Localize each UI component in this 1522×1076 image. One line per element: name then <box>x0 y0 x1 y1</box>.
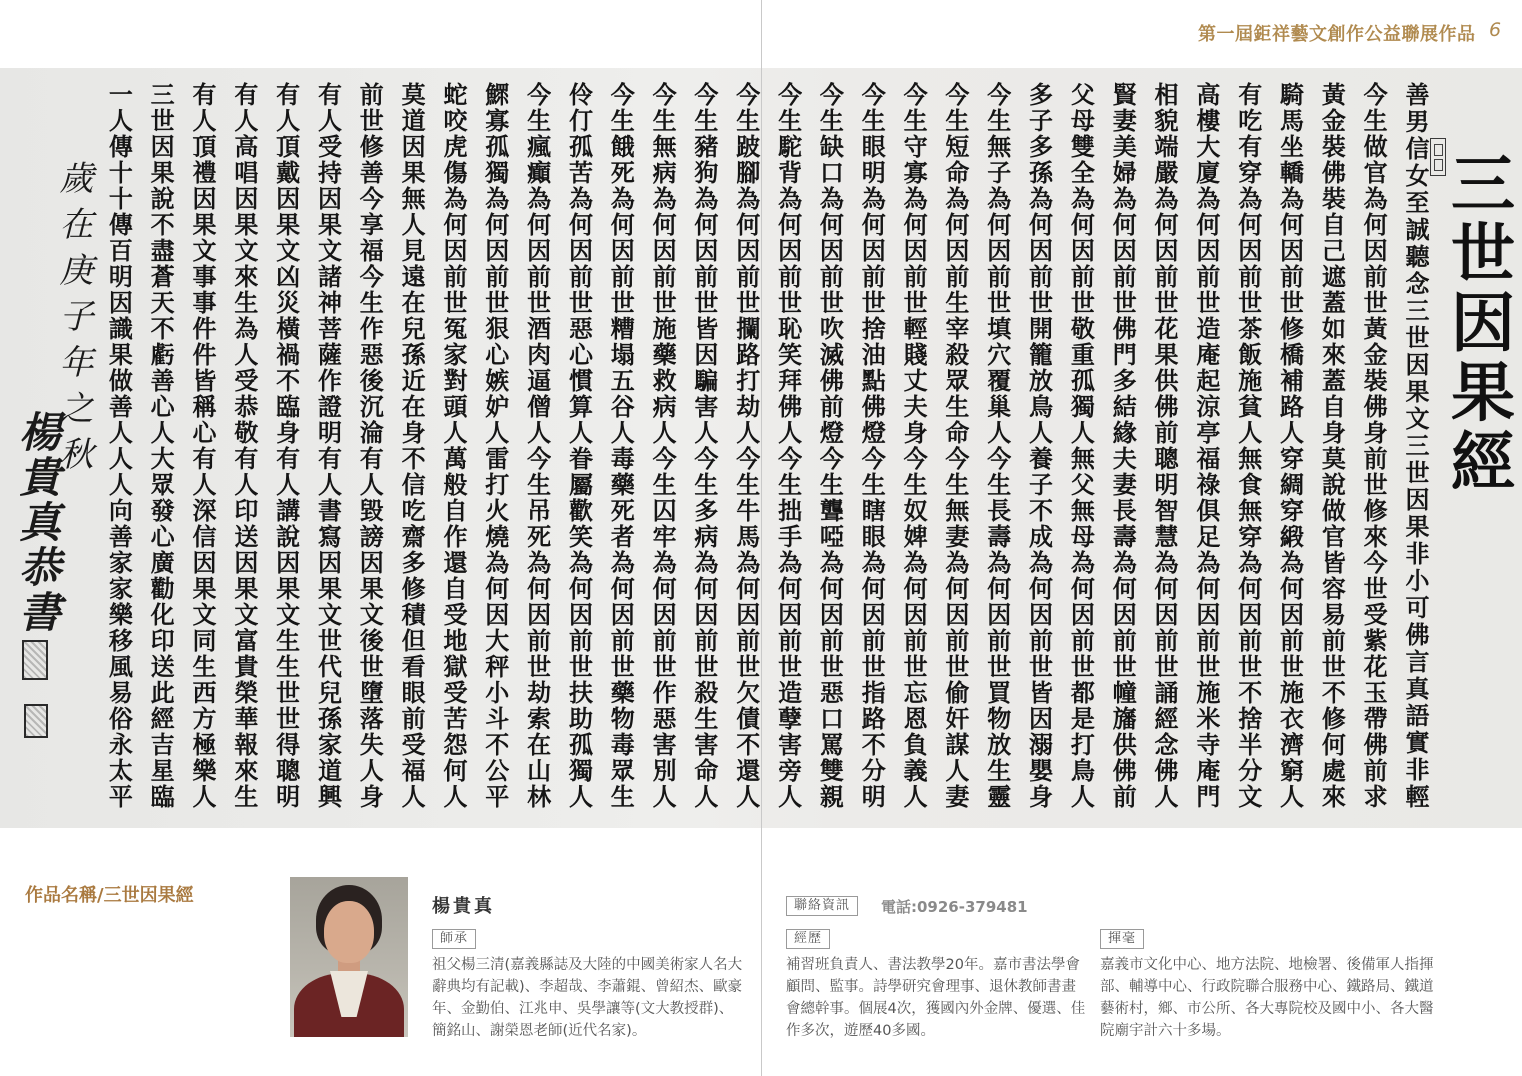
calligraphy-column: 今生缺口為何因前世吹滅佛前燈今生聾啞為何因前世惡口罵雙親 <box>815 82 845 808</box>
inscription-signature: 楊貴真恭書 <box>13 410 62 632</box>
calligraphy-text-columns <box>97 82 1436 810</box>
calligraphy-column: 前世修善今享福今生作惡後沉淪有人毀謗因果文後世墮落失人身 <box>355 82 385 808</box>
calligraphy-column: 今生駝背為何因前世恥笑拜佛人今生拙手為何因前世造孽害旁人 <box>773 82 803 808</box>
inscription-date: 歲在庚子年之秋 <box>53 160 93 470</box>
calligraphy-column: 一人傳十十傳百明因識果做善人人人向善家家樂移風易俗永太平 <box>104 82 134 808</box>
calligraphy-column: 有人頂禮因果文事事件件皆稱心有人深信因果文同生西方極樂人 <box>187 82 217 808</box>
page-number: 6 <box>1489 19 1502 41</box>
work-name-heading: 作品名稱/三世因果經 <box>25 885 194 906</box>
calligraphy-column: 今生跛腳為何因前世攔路打劫人今生牛馬為何因前世欠債不還人 <box>731 82 761 808</box>
calligraphy-column: 今生守寡為何因前世輕賤丈夫身今生奴婢為何因前世忘恩負義人 <box>899 82 929 808</box>
artist-photo <box>290 877 408 1037</box>
calligraphy-column: 鰥寡孤獨為何因前世狠心嫉妒人雷打火燒為何因大秤小斗不公平 <box>480 82 510 808</box>
calligraphy-column: 有人頂戴因果文凶災橫禍不臨身有人講說因果文生生世世得聰明 <box>271 82 301 808</box>
calligraphy-column: 有人受持因果文諸神菩薩作證明有人書寫因果文世代兒孫家道興 <box>313 82 343 808</box>
calligraphy-column: 今生餓死為何因前世糟塌五谷人毒藥死者為何因前世藥物毒眾生 <box>606 82 636 808</box>
demonstrations-label-badge: 揮毫 <box>1100 929 1144 949</box>
experience-text: 補習班負責人、書法教學20年。嘉市書法學會顧問、監事。詩學研究會理事、退休教師書畫會總幹事。個展4次，獲國內外金牌、優選、佳作多次，遊歷40多國。 <box>786 957 1086 1039</box>
calligraphy-column: 賢妻美婦為何因前世佛門多結緣夫妻長壽為何因前世幢旛供佛前 <box>1108 82 1138 808</box>
calligraphy-column: 今生豬狗為何因前世皆因騙害人今生多病為何因前世殺生害命人 <box>689 82 719 808</box>
calligraphy-column: 今生短命為何因前生宰殺眾生命今生無妻為何因前世偷奸謀人妻 <box>940 82 970 808</box>
calligraphy-column: 蛇咬虎傷為何因前世冤家對頭人萬般自作還自受地獄受苦怨何人 <box>438 82 468 808</box>
calligraphy-column: 有吃有穿為何因前世茶飯施貧人無食無穿為何因前世不捨半分文 <box>1233 82 1263 808</box>
calligraphy-column: 今生瘋癲為何因前世酒肉逼僧人今生吊死為何因前世劫索在山林 <box>522 82 552 808</box>
contact-phone: 電話:0926-379481 <box>881 898 1028 916</box>
calligraphy-column: 騎馬坐轎為何因前世修橋補路人穿綢穿緞為何因前世施衣濟窮人 <box>1275 82 1305 808</box>
calligraphy-column: 黃金裝佛裝自己遮蓋如來蓋自身莫說做官皆容易前世不修何處來 <box>1317 82 1347 808</box>
calligraphy-column: 今生無病為何因前世施藥救病人今生囚牢為何因前世作惡害別人 <box>648 82 678 808</box>
calligraphy-column: 伶仃孤苦為何因前世惡心慣算人眷屬歡笑為何因前世扶助孤獨人 <box>564 82 594 808</box>
calligraphy-column: 有人高唱因果文來生為人受恭敬有人印送因果文富貴榮華報來生 <box>229 82 259 808</box>
artist-seal-stamp <box>24 704 48 738</box>
calligraphy-column: 善男信女至誠聽念三世因果文三世因果非小可佛言真語實非輕 <box>1401 82 1430 808</box>
calligraphy-column: 今生無子為何因前世填穴覆巢人今生長壽為何因前世買物放生靈 <box>982 82 1012 808</box>
calligraphy-column: 三世因果說不盡蒼天不虧善心人大眾發心廣勸化印送此經吉星臨 <box>146 82 176 808</box>
calligraphy-column: 父母雙全為何因前世敬重孤獨人無父無母為何因前世都是打鳥人 <box>1066 82 1096 808</box>
page-fold-divider <box>761 0 762 1076</box>
calligraphy-column: 今生眼明為何因前世捨油點佛燈今生瞎眼為何因前世指路不分明 <box>857 82 887 808</box>
contact-label-badge: 聯絡資訊 <box>786 896 858 916</box>
calligraphy-column: 高樓大廈為何因前世造庵起涼亭福祿俱足為何因前世施米寺庵門 <box>1191 82 1221 808</box>
teachers-text: 祖父楊三清(嘉義縣誌及大陸的中國美術家人名大辭典均有記載)、李超哉、李蕭錕、曾紹杰、歐豪年、金勤伯、江兆申、吳學讓等(文大教授群)、簡銘山、謝榮恩老師(近代名家)。 <box>432 957 743 1039</box>
artist-seal-stamp <box>22 640 48 680</box>
calligraphy-column: 多子多孫為何因前世開籠放鳥人養子不成為何因前世皆因溺嬰身 <box>1024 82 1054 808</box>
calligraphy-column: 莫道因果無人見遠在兒孫近在身不信吃齋多修積但看眼前受福人 <box>397 82 427 808</box>
calligraphy-column: 今生做官為何因前世黃金裝佛身前世修來今世受紫花玉帶佛前求 <box>1359 82 1389 808</box>
teachers-label-badge: 師承 <box>432 929 476 949</box>
calligraphy-column: 相貌端嚴為何因前世花果供佛前聰明智慧為何因前世誦經念佛人 <box>1150 82 1180 808</box>
artwork-title: 三世因果經 <box>1440 150 1515 492</box>
artist-name: 楊貴真 <box>432 896 495 917</box>
experience-label-badge: 經歷 <box>786 929 830 949</box>
catalog-series-title: 第一屆鉅祥藝文創作公益聯展作品 <box>1198 24 1476 45</box>
demonstrations-text: 嘉義市文化中心、地方法院、地檢署、後備軍人指揮部、輔導中心、行政院聯合服務中心、鐵路局、鐵道藝術村，鄉、市公所、各大專院校及國中小、各大醫院廟宇計六十多場。 <box>1100 957 1434 1039</box>
